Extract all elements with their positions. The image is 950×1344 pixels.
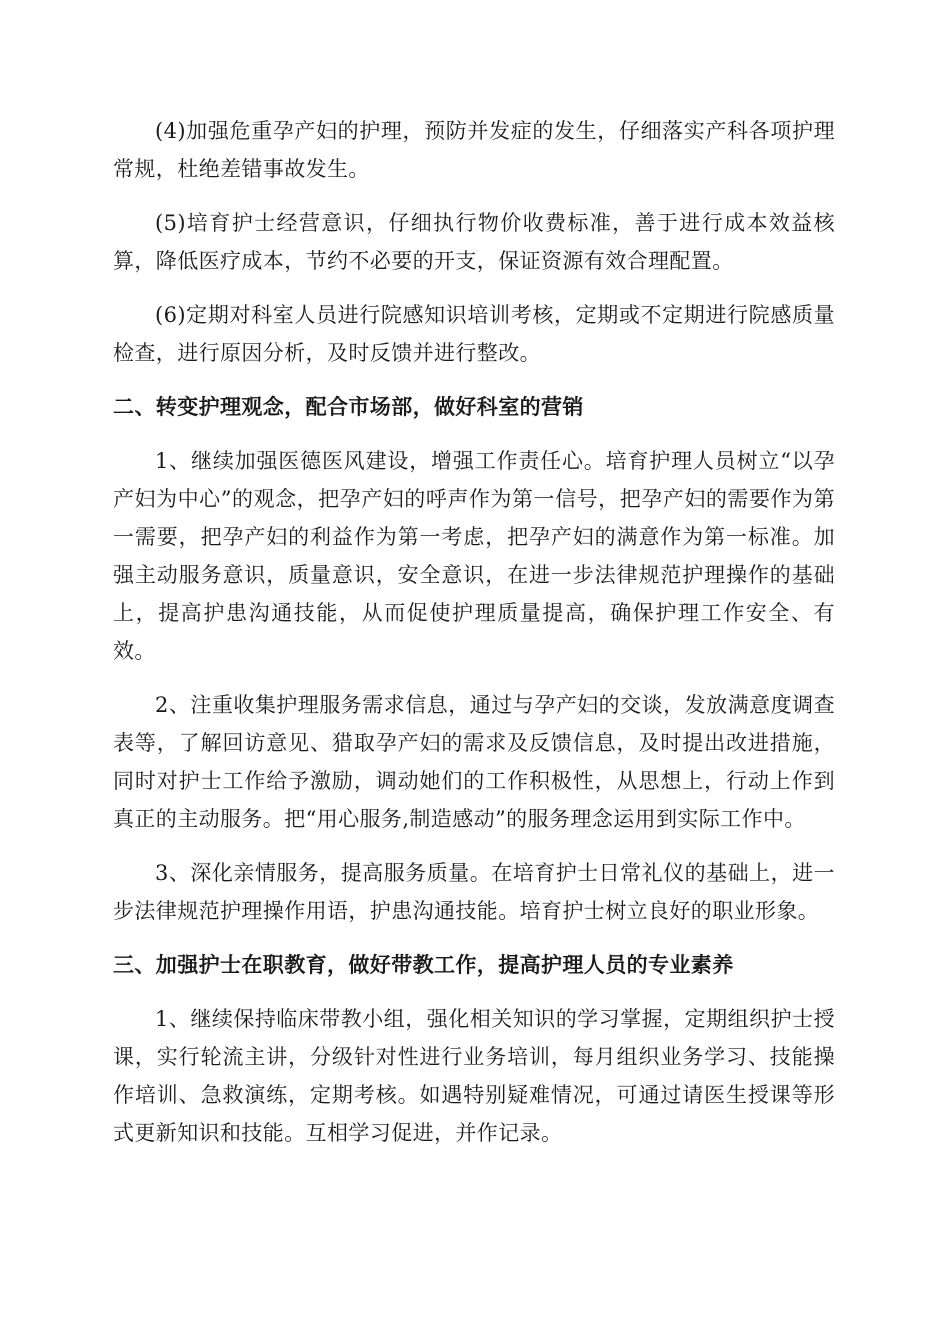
item-4-paragraph: (4)加强危重孕产妇的护理，预防并发症的发生，仔细落实产科各项护理常规，杜绝差错事故发生。 bbox=[113, 119, 835, 181]
item-5-paragraph: (5)培育护士经营意识，仔细执行物价收费标准，善于进行成本效益核算，降低医疗成本，节约不必要的开支，保证资源有效合理配置。 bbox=[113, 211, 835, 273]
document-body bbox=[113, 112, 835, 1152]
section-2-item-2-paragraph: 2、注重收集护理服务需求信息，通过与孕产妇的交谈，发放满意度调查表等，了解回访意见、猎取孕产妇的需求及反馈信息，及时提出改进措施，同时对护士工作给予激励，调动她们的工作积极性，从思想上，行动上作到真正的主动服务。把“用心服务,制造感动”的服务理念运用到实际工作中。 bbox=[113, 693, 835, 831]
item-6-paragraph: (6)定期对科室人员进行院感知识培训考核，定期或不定期进行院感质量检查，进行原因分析，及时反馈并进行整改。 bbox=[113, 303, 835, 365]
section-2-item-3-paragraph: 3、深化亲情服务，提高服务质量。在培育护士日常礼仪的基础上，进一步法律规范护理操作用语，护患沟通技能。培育护士树立良好的职业形象。 bbox=[113, 861, 835, 923]
section-3-item-1-paragraph: 1、继续保持临床带教小组，强化相关知识的学习掌握，定期组织护士授课，实行轮流主讲，分级针对性进行业务培训，每月组织业务学习、技能操作培训、急救演练，定期考核。如遇特别疑难情况，可通过请医生授课等形式更新知识和技能。互相学习促进，并作记录。 bbox=[113, 1007, 835, 1145]
section-2-item-1-paragraph: 1、继续加强医德医风建设，增强工作责任心。培育护理人员树立“以孕产妇为中心”的观念，把孕产妇的呼声作为第一信号，把孕产妇的需要作为第一需要，把孕产妇的利益作为第一考虑，把孕产妇的满意作为第一标准。加强主动服务意识，质量意识，安全意识，在进一步法律规范护理操作的基础上，提高护患沟通技能，从而促使护理质量提高，确保护理工作安全、有效。 bbox=[113, 449, 835, 663]
section-3-heading: 三、加强护士在职教育，做好带教工作，提高护理人员的专业素养 bbox=[113, 952, 734, 977]
section-2-heading: 二、转变护理观念，配合市场部，做好科室的营销 bbox=[113, 394, 584, 419]
